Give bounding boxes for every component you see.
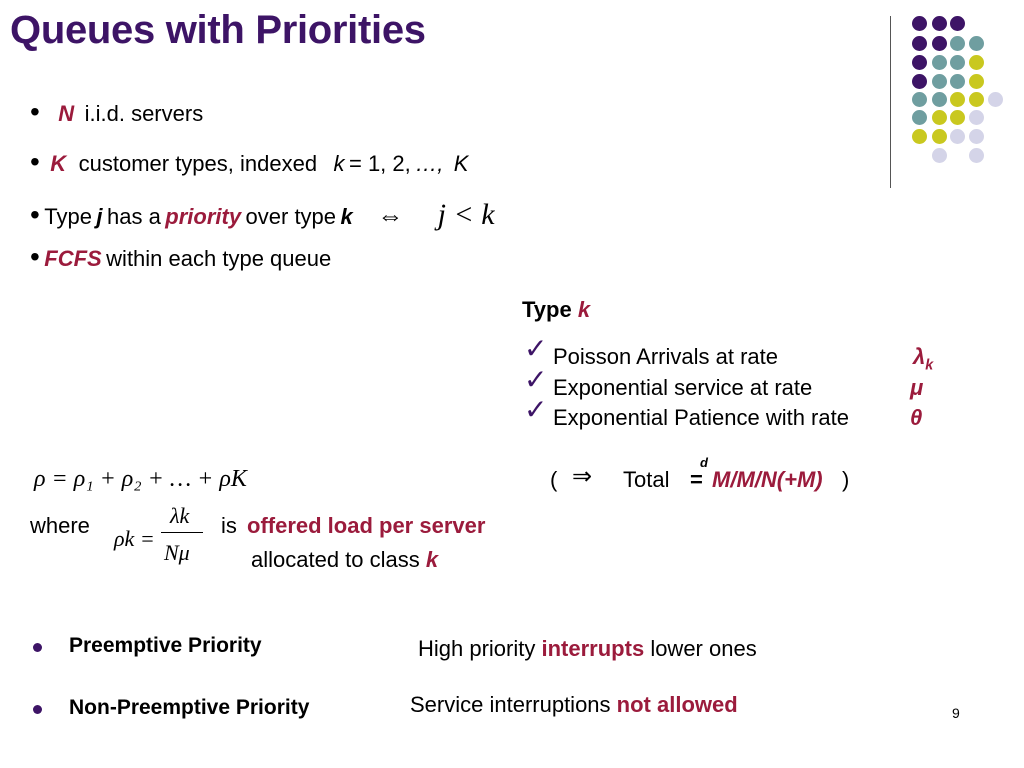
text-over-type: over type (245, 204, 337, 229)
deco-dot (969, 74, 984, 89)
is-label: is (221, 513, 237, 538)
rho-sum-formula: ρ = ρ₁ + ρ₂ + … + ρK (34, 466, 247, 492)
formula-dots: …, (415, 151, 444, 176)
deco-dot (950, 16, 965, 31)
fraction-numerator: λk (170, 503, 190, 528)
bullet-fcfs (30, 243, 331, 272)
bullet-marker (33, 643, 42, 652)
fraction-denominator: Nμ (164, 540, 190, 565)
bullet-text: i.i.d. servers (84, 101, 204, 126)
type-heading-label: Type (522, 297, 572, 322)
offered-load-text: offered load per server (247, 513, 486, 538)
text-fcfs: FCFS (44, 246, 102, 271)
arrivals-text: Poisson Arrivals at rate (553, 344, 778, 369)
type-heading-k: k (577, 297, 591, 322)
bullet-customer-types (30, 148, 468, 177)
allocated-k: k (425, 547, 439, 572)
text-type: Type (44, 204, 92, 229)
formula-eq: = 1, 2, (348, 151, 411, 176)
lambda-symbol: λ (913, 344, 926, 369)
bullet-text: customer types, indexed (78, 151, 318, 176)
bullet-priority-rule (30, 198, 495, 232)
bullet-marker: • (30, 199, 40, 230)
deco-dot (932, 16, 947, 31)
deco-dot (969, 36, 984, 51)
var-K: K (50, 151, 67, 176)
slide-title: Queues with Priorities (10, 8, 426, 52)
text-has-a: has a (107, 204, 161, 229)
allocated-text (251, 547, 438, 573)
bullet-text: within each type queue (106, 246, 332, 271)
formula-k: k (333, 151, 345, 176)
deco-dot (988, 92, 1003, 107)
non-preemptive-desc-pre: Service interruptions (410, 692, 611, 717)
deco-dot (912, 110, 927, 125)
deco-dot (912, 129, 927, 144)
deco-dot (912, 36, 927, 51)
theta-symbol: θ (910, 405, 923, 430)
total-d: d (700, 455, 708, 470)
var-k: k (340, 204, 353, 229)
deco-dot (969, 110, 984, 125)
iff-symbol: ⇔ (377, 201, 404, 230)
var-N: N (58, 101, 75, 126)
implies-symbol: ⇒ (572, 464, 593, 490)
deco-dot (932, 148, 947, 163)
deco-dot (950, 110, 965, 125)
deco-dot (950, 36, 965, 51)
bullet-servers (30, 98, 203, 127)
lambda-k (913, 344, 933, 373)
preemptive-desc (418, 636, 757, 662)
service-text: Exponential service at rate (553, 375, 813, 400)
mu-symbol: μ (910, 375, 924, 400)
check-icon: ✓ (524, 333, 548, 364)
lambda-sub: k (925, 357, 934, 374)
non-preemptive-desc (410, 692, 738, 718)
total-label: Total (623, 467, 670, 492)
page-number: 9 (952, 705, 960, 721)
deco-dot (912, 92, 927, 107)
deco-dot (969, 129, 984, 144)
preemptive-desc-post: lower ones (650, 636, 757, 661)
deco-dot (932, 92, 947, 107)
check-icon: ✓ (524, 394, 548, 425)
divider-line (890, 16, 891, 188)
deco-dot (912, 74, 927, 89)
rho-k-label: ρk = (114, 526, 155, 551)
preemptive-label: Preemptive Priority (69, 634, 262, 657)
deco-dot (969, 148, 984, 163)
total-eq: = (690, 467, 703, 492)
deco-dot (932, 55, 947, 70)
preemptive-desc-highlight: interrupts (541, 636, 645, 661)
formula-K: K (453, 151, 469, 176)
allocated-label: allocated to class (251, 547, 420, 572)
bullet-marker: • (30, 146, 40, 177)
deco-dot (950, 129, 965, 144)
deco-dot (950, 55, 965, 70)
deco-dot (969, 55, 984, 70)
total-close-paren: ) (842, 467, 850, 492)
bullet-marker: • (30, 96, 40, 127)
deco-dot (932, 110, 947, 125)
total-open-paren: ( (550, 467, 558, 492)
relation-j-less-k: j < k (437, 198, 495, 231)
var-j: j (96, 204, 103, 229)
deco-dot (912, 16, 927, 31)
deco-dot (932, 74, 947, 89)
total-model: M/M/N(+M) (712, 467, 823, 492)
deco-dot (912, 55, 927, 70)
deco-dot (932, 36, 947, 51)
patience-text: Exponential Patience with rate (553, 405, 849, 430)
where-label: where (30, 513, 90, 538)
deco-dot (932, 129, 947, 144)
preemptive-desc-pre: High priority (418, 636, 536, 661)
text-priority: priority (165, 204, 242, 229)
non-preemptive-label: Non-Preemptive Priority (69, 696, 310, 719)
fraction-bar (161, 532, 203, 533)
bullet-marker: • (30, 241, 40, 272)
type-heading (522, 297, 590, 323)
non-preemptive-desc-highlight: not allowed (616, 692, 738, 717)
check-icon: ✓ (524, 364, 548, 395)
deco-dot (950, 74, 965, 89)
bullet-marker (33, 705, 42, 714)
deco-dot (969, 92, 984, 107)
deco-dot (950, 92, 965, 107)
